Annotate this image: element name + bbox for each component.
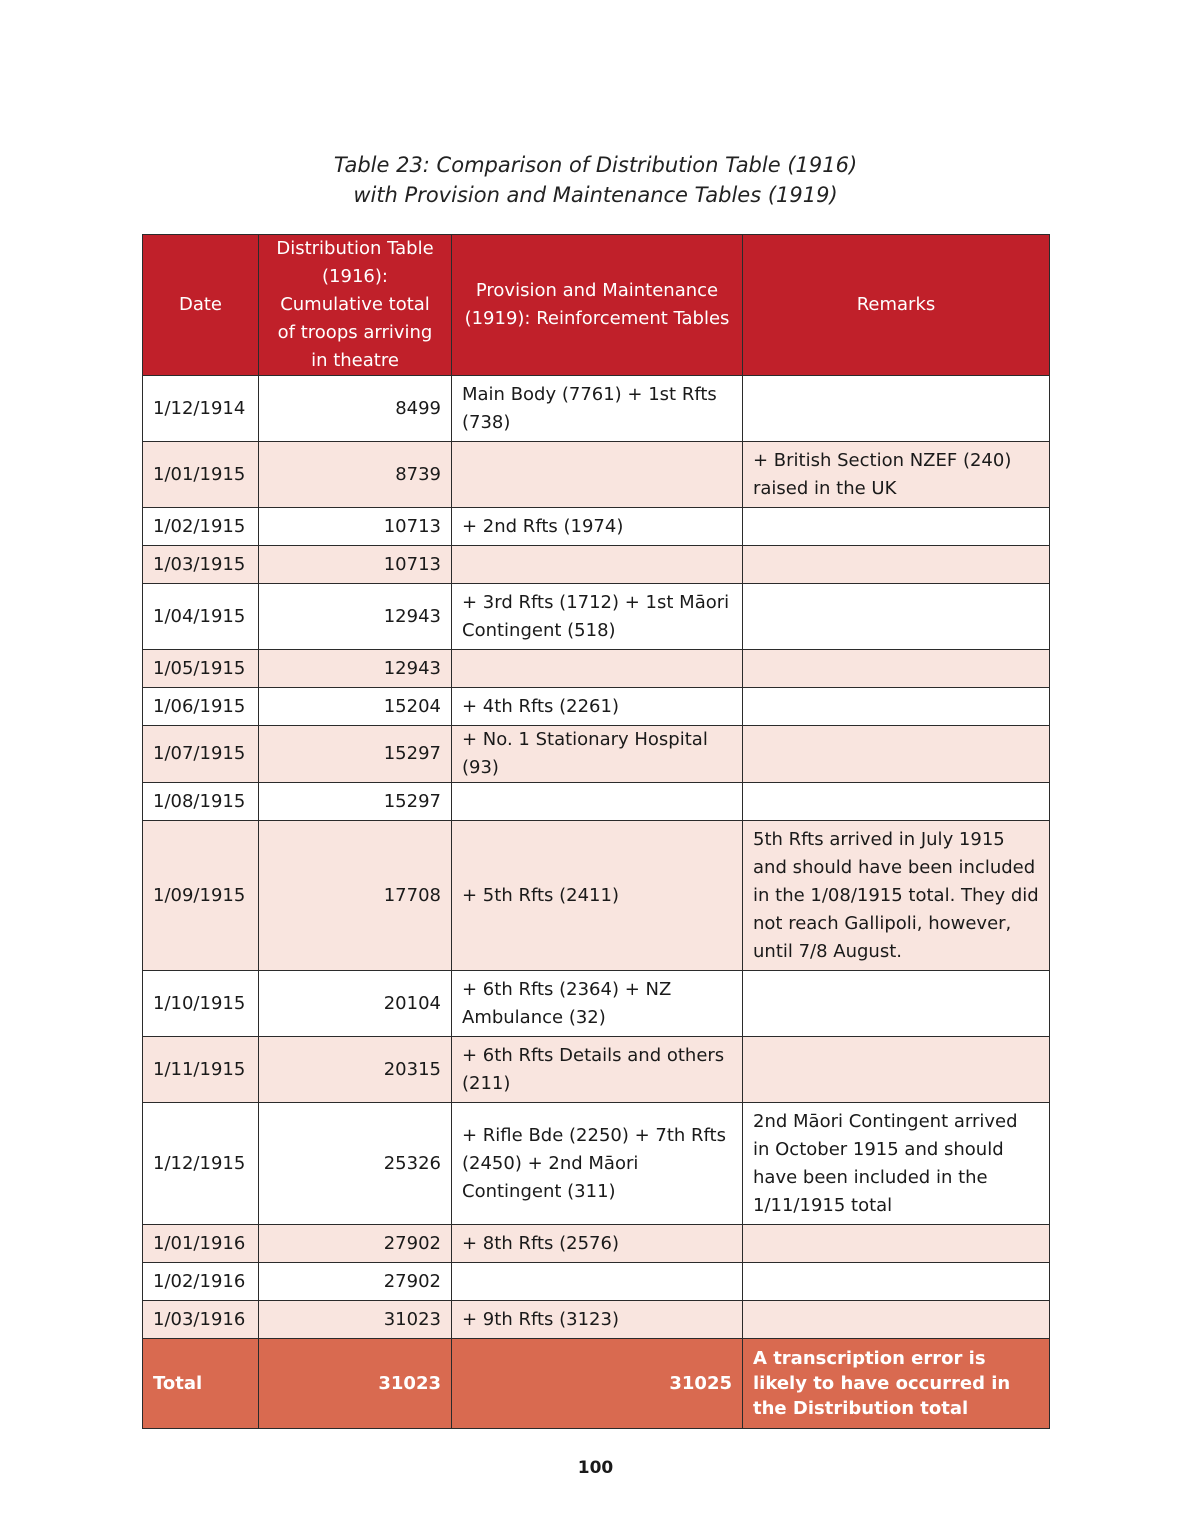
provision-cell: + 5th Rfts (2411): [452, 821, 743, 971]
remarks-cell: 2nd Māori Contingent arrived in October 1915 and should have been included in the 1/11/1915 total: [743, 1103, 1050, 1225]
provision-cell: + 6th Rfts Details and others (211): [452, 1037, 743, 1103]
remarks-cell: [743, 1037, 1050, 1103]
table-row: [143, 1103, 1050, 1225]
remarks-cell: [743, 546, 1050, 584]
header-provision: Provision and Maintenance (1919): Reinforcement Tables: [452, 235, 743, 376]
provision-cell: + 8th Rfts (2576): [452, 1225, 743, 1263]
distribution-cell: 15204: [259, 688, 452, 726]
distribution-cell: 20104: [259, 971, 452, 1037]
table-row: [143, 584, 1050, 650]
distribution-cell: 20315: [259, 1037, 452, 1103]
distribution-cell: 10713: [259, 546, 452, 584]
table-row: [143, 650, 1050, 688]
provision-cell: [452, 783, 743, 821]
header-distribution: Distribution Table (1916): Cumulative total of troops arriving in theatre: [259, 235, 452, 376]
remarks-cell: [743, 783, 1050, 821]
table-row: [143, 821, 1050, 971]
caption-line-1: Table 23: Comparison of Distribution Table (1916): [333, 153, 858, 177]
provision-cell: + 2nd Rfts (1974): [452, 508, 743, 546]
provision-cell: + 3rd Rfts (1712) + 1st Māori Contingent (518): [452, 584, 743, 650]
caption-line-2: with Provision and Maintenance Tables (1919): [353, 183, 838, 207]
distribution-cell: 17708: [259, 821, 452, 971]
date-cell: 1/01/1916: [143, 1225, 259, 1263]
distribution-cell: 12943: [259, 584, 452, 650]
date-cell: 1/07/1915: [143, 726, 259, 783]
total-remarks: A transcription error is likely to have occurred in the Distribution total: [743, 1339, 1050, 1429]
table-row: [143, 376, 1050, 442]
provision-cell: + No. 1 Stationary Hospital (93): [452, 726, 743, 783]
provision-cell: [452, 650, 743, 688]
remarks-cell: + British Section NZEF (240) raised in the UK: [743, 442, 1050, 508]
distribution-cell: 15297: [259, 783, 452, 821]
header-row: [143, 235, 1050, 376]
date-cell: 1/02/1915: [143, 508, 259, 546]
date-cell: 1/02/1916: [143, 1263, 259, 1301]
date-cell: 1/05/1915: [143, 650, 259, 688]
provision-cell: Main Body (7761) + 1st Rfts (738): [452, 376, 743, 442]
remarks-cell: [743, 971, 1050, 1037]
table-row: [143, 1037, 1050, 1103]
comparison-table: [142, 234, 1050, 1429]
remarks-cell: [743, 584, 1050, 650]
total-label: Total: [143, 1339, 259, 1429]
header-date: Date: [143, 235, 259, 376]
date-cell: 1/12/1915: [143, 1103, 259, 1225]
table-row: [143, 1263, 1050, 1301]
provision-cell: [452, 546, 743, 584]
distribution-cell: 27902: [259, 1263, 452, 1301]
date-cell: 1/06/1915: [143, 688, 259, 726]
provision-cell: [452, 1263, 743, 1301]
distribution-cell: 31023: [259, 1301, 452, 1339]
total-row: [143, 1339, 1050, 1429]
page-number: 100: [577, 1458, 614, 1478]
remarks-cell: [743, 1301, 1050, 1339]
remarks-cell: [743, 1225, 1050, 1263]
table-row: [143, 1225, 1050, 1263]
table-row: [143, 688, 1050, 726]
distribution-cell: 8739: [259, 442, 452, 508]
distribution-cell: 27902: [259, 1225, 452, 1263]
date-cell: 1/08/1915: [143, 783, 259, 821]
date-cell: 1/10/1915: [143, 971, 259, 1037]
table-caption: [0, 150, 1191, 210]
date-cell: 1/03/1916: [143, 1301, 259, 1339]
table-row: [143, 1301, 1050, 1339]
table-row: [143, 783, 1050, 821]
remarks-cell: [743, 688, 1050, 726]
table-row: [143, 546, 1050, 584]
provision-cell: [452, 442, 743, 508]
total-distribution: 31023: [259, 1339, 452, 1429]
table-row: [143, 971, 1050, 1037]
date-cell: 1/11/1915: [143, 1037, 259, 1103]
provision-cell: + Rifle Bde (2250) + 7th Rfts (2450) + 2nd Māori Contingent (311): [452, 1103, 743, 1225]
date-cell: 1/01/1915: [143, 442, 259, 508]
date-cell: 1/12/1914: [143, 376, 259, 442]
remarks-cell: [743, 508, 1050, 546]
table-row: [143, 726, 1050, 783]
distribution-cell: 25326: [259, 1103, 452, 1225]
remarks-cell: [743, 1263, 1050, 1301]
provision-cell: + 9th Rfts (3123): [452, 1301, 743, 1339]
date-cell: 1/04/1915: [143, 584, 259, 650]
remarks-cell: [743, 726, 1050, 783]
remarks-cell: 5th Rfts arrived in July 1915 and should have been included in the 1/08/1915 total. They did not reach Gallipoli, however, until 7/8 August.: [743, 821, 1050, 971]
remarks-cell: [743, 376, 1050, 442]
distribution-cell: 8499: [259, 376, 452, 442]
date-cell: 1/09/1915: [143, 821, 259, 971]
header-remarks: Remarks: [743, 235, 1050, 376]
distribution-cell: 12943: [259, 650, 452, 688]
provision-cell: + 4th Rfts (2261): [452, 688, 743, 726]
total-provision: 31025: [452, 1339, 743, 1429]
table-row: [143, 508, 1050, 546]
distribution-cell: 10713: [259, 508, 452, 546]
table-row: [143, 442, 1050, 508]
distribution-cell: 15297: [259, 726, 452, 783]
remarks-cell: [743, 650, 1050, 688]
date-cell: 1/03/1915: [143, 546, 259, 584]
provision-cell: + 6th Rfts (2364) + NZ Ambulance (32): [452, 971, 743, 1037]
